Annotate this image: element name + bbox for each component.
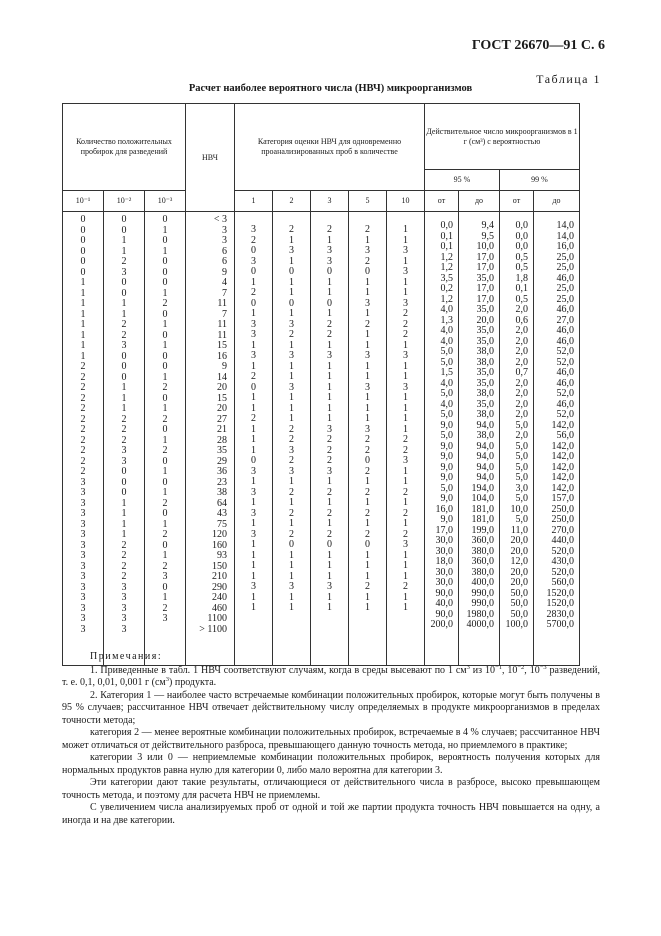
header-category-3: 3 [311, 191, 349, 212]
note-6: С увеличением числа анализируемых проб от одной и той же партии продукта точность НВЧ повышается на одну, а иногда и на две категории. [62, 802, 600, 826]
column-category-2: 2 1 3 1 0 1 1 0 1 3 2 1 3 1 1 3 1 1 1 2 2 3 2 3 1 2 1 2 1 2 0 1 1 1 3 1 1 [289, 224, 294, 613]
table-title: Расчет наиболее вероятного числа (НВЧ) микроорганизмов [188, 83, 473, 94]
column-dilution-1: 0 0 0 0 0 0 1 1 1 1 1 1 1 1 2 2 2 2 2 2 2 2 2 2 2 3 3 3 3 3 3 3 3 3 3 3 3 3 3 3 [80, 214, 86, 635]
column-from-99: 0,0 0,0 0,0 0,5 0,5 1,8 0,1 0,5 2,0 0,6 2,0 2,0 2,0 2,0 0,7 2,0 2,0 2,0 2,0 5,0 2,0 5,0 5,0 5,0 5,0 3,0 5,0 10,0 5,0 11,0 20,0 20,0 12,0 20,0 20,0 50,0 50,0 50,0 100,0 [505, 220, 528, 630]
header-from-99: от [500, 191, 534, 212]
column-category-1: 3 2 0 3 0 1 2 0 1 3 3 1 3 1 2 0 1 1 2 1 1 1 0 3 1 3 1 3 1 3 1 1 1 1 3 1 1 [251, 224, 256, 613]
header-actual-count: Действительное число микроорганизмов в 1 г (см³) с вероятностью [425, 104, 580, 170]
header-from-95: от [425, 191, 459, 212]
header-dilution-2: 10⁻² [104, 191, 145, 212]
column-dilution-3: 0 1 0 1 0 0 0 1 2 0 1 0 1 0 0 1 2 0 1 2 0 1 2 0 1 0 1 2 0 1 2 0 1 2 3 0 1 2 3 [162, 214, 168, 624]
document-header: ГОСТ 26670—91 С. 6 [471, 38, 605, 53]
note-3: категория 2 — менее вероятные комбинации положительных пробирок, встречаемые в 4 % случаев; рассчитанное НВЧ может отличаться от действительного разброса, превышающего данную точность метода, но приемлемого в практике; [62, 727, 600, 751]
note-5: Эти категории дают такие результаты, отличающиеся от действительного числа в разбросе, высоко превышающем точность метода, и поэтому для расчета НВЧ не приемлемы. [62, 777, 600, 801]
header-category-1: 1 [235, 191, 273, 212]
column-to-95: 9,4 9,5 10,0 17,0 17,0 35,0 17,0 17,0 35,0 20,0 35,0 35,0 38,0 38,0 35,0 35,0 38,0 35,0 38,0 94,0 38,0 94,0 94,0 94,0 94,0 194,0 104,0 181,0 181,0 199,0 360,0 380,0 360,0 380,0 400,0 990,0 990,0 1980,0 4000,0 [466, 220, 494, 630]
header-p99: 99 % [500, 170, 580, 191]
header-positive-tubes: Количество положительных пробирок для разведений [63, 104, 186, 191]
column-to-99: 14,0 14,0 16,0 25,0 25,0 46,0 25,0 25,0 46,0 27,0 46,0 46,0 52,0 52,0 46,0 46,0 52,0 46,0 52,0 142,0 56,0 142,0 142,0 142,0 142,0 142,0 157,0 250,0 250,0 270,0 440,0 520,0 430,0 520,0 560,0 1520,0 1520,0 2830,0 5700,0 [546, 220, 574, 630]
header-nvch: НВЧ [186, 104, 235, 212]
header-category-10: 10 [387, 191, 425, 212]
column-category-3: 2 1 3 3 0 1 1 0 1 2 2 1 3 1 1 1 1 1 1 3 2 2 2 3 1 2 1 2 1 2 0 1 1 1 3 1 1 [327, 224, 332, 613]
header-to-99: до [534, 191, 580, 212]
notes-section [62, 651, 600, 827]
column-nvch: < 3 3 3 6 6 9 4 7 11 7 11 11 15 16 9 14 20 15 20 27 21 28 35 29 36 23 38 64 43 75 120 160 93 150 210 290 240 460 1100 > 1100 [199, 214, 227, 635]
column-category-5: 2 1 3 2 0 1 1 3 1 2 1 1 3 1 1 3 1 1 1 3 2 2 0 2 1 2 1 2 1 2 0 1 1 1 2 1 1 [365, 224, 370, 613]
note-4: категории 3 или 0 — неприемлемые комбинации положительных пробирок, вероятность получения которых для нормальных продуктов равна нулю для категории 0, либо мало вероятна для категории 3. [62, 752, 600, 776]
header-p95: 95 % [425, 170, 500, 191]
header-dilution-3: 10⁻³ [145, 191, 186, 212]
column-category-10: 1 1 3 1 3 1 1 3 2 2 2 1 3 1 1 3 1 1 1 1 2 2 3 1 1 2 1 2 1 2 3 1 1 1 2 1 1 [403, 224, 408, 613]
header-to-95: до [459, 191, 500, 212]
header-category-2: 2 [273, 191, 311, 212]
column-dilution-2: 0 0 1 1 2 3 0 0 1 1 2 2 3 0 0 0 1 1 1 2 2 2 3 3 0 0 0 1 1 1 1 2 2 2 2 3 3 3 3 3 [121, 214, 127, 635]
header-category-5: 5 [349, 191, 387, 212]
header-category: Категория оценки НВЧ для одновременно проанализированных проб в количестве [235, 104, 425, 191]
header-dilution-1: 10⁻¹ [63, 191, 104, 212]
column-from-95: 0,0 0,1 0,1 1,2 1,2 3,5 0,2 1,2 4,0 1,3 4,0 4,0 5,0 5,0 1,5 4,0 5,0 4,0 5,0 9,0 5,0 9,0 9,0 9,0 9,0 5,0 9,0 16,0 9,0 17,0 30,0 30,0 18,0 30,0 30,0 90,0 40,0 90,0 200,0 [430, 220, 453, 630]
table-number: Таблица 1 [536, 72, 601, 86]
note-1: 1. Приведенные в табл. 1 НВЧ соответствуют случаям, когда в среды высевают по 1 $см^3$ из $10^{-1}$, $10^{-2}$, $10^{-3}$ разведений, т. е. 0,1, 0,01, 0,001 г $(см^3)$ продукта. [62, 663, 600, 688]
nvch-table [62, 103, 580, 666]
note-2: 2. Категория 1 — наиболее часто встречаемые комбинации положительных пробирок, которые могут быть получены в 95 % случаев; рассчитанное НВЧ отвечает действительному числу определяемых в продукте микроорганизмов в пределах точности метода; [62, 689, 600, 726]
notes-heading: Примечания: [90, 651, 163, 662]
